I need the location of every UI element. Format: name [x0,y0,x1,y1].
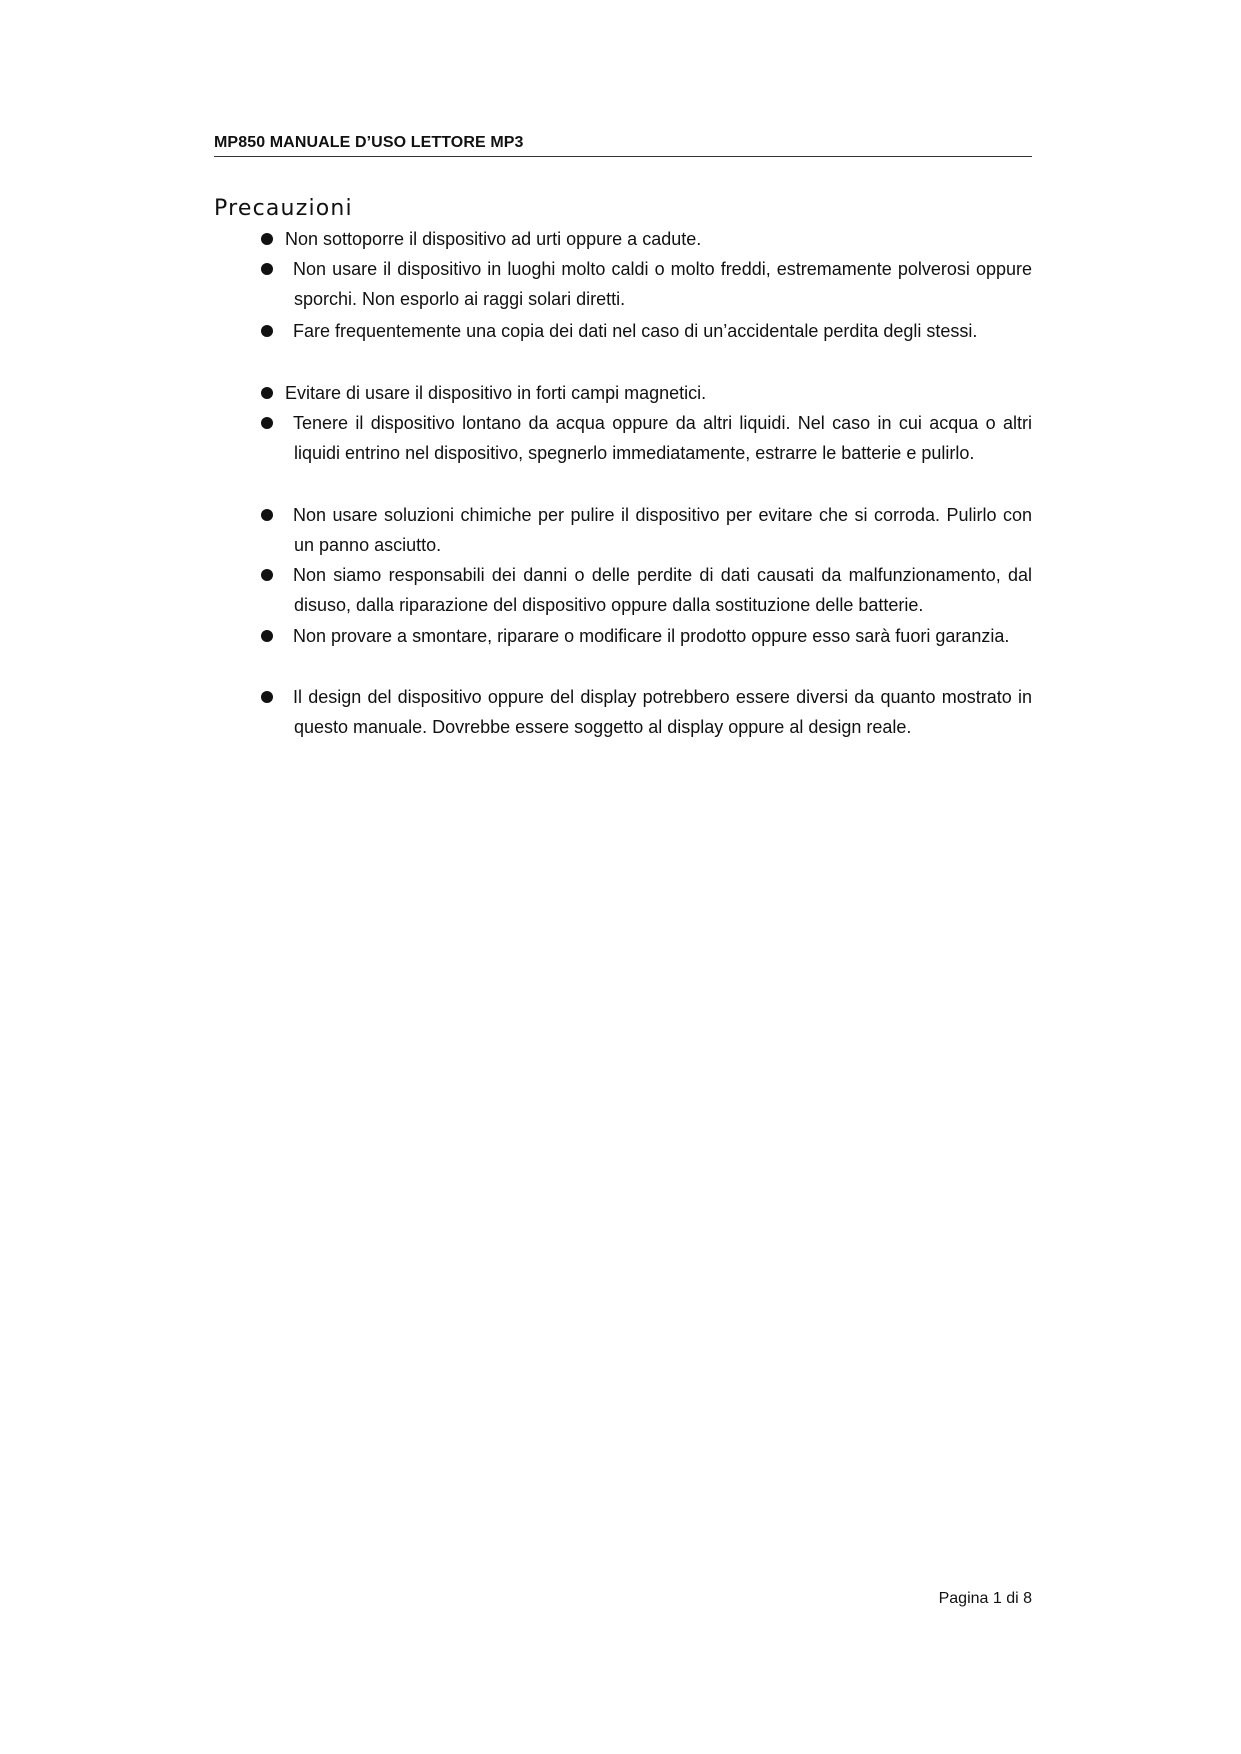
bullet-icon [261,263,273,275]
bullet-icon [261,233,273,245]
list-item-text: Il design del dispositivo oppure del display potrebbero essere diversi da quanto mostrato in questo manuale. Dovrebbe essere soggetto al display oppure al design reale. [293,687,1032,737]
list-item-text: Tenere il dispositivo lontano da acqua oppure da altri liquidi. Nel caso in cui acqua o altri liquidi entrino nel dispositivo, spegnerlo immediatamente, estrarre le batterie e pulirlo. [293,413,1032,463]
document-title: MP850 MANUALE D’USO LETTORE MP3 [214,134,524,151]
list-item-text: Non provare a smontare, riparare o modificare il prodotto oppure esso sarà fuori garanzia. [293,626,1010,646]
list-item-text: Non sottoporre il dispositivo ad urti oppure a cadute. [285,229,702,249]
bullet-icon [261,569,273,581]
list-item-text: Non siamo responsabili dei danni o delle perdite di dati causati da malfunzionamento, dal disuso, dalla riparazione del dispositivo oppure dalla sostituzione delle batterie. [293,565,1032,615]
bullet-icon [261,691,273,703]
bullet-icon [261,325,273,337]
page-number: Pagina 1 di 8 [938,1590,1032,1607]
list-item-text: Fare frequentemente una copia dei dati nel caso di un’accidentale perdita degli stessi. [293,321,978,341]
bullet-icon [261,630,273,642]
list-item-text: Non usare soluzioni chimiche per pulire il dispositivo per evitare che si corroda. Pulirlo con un panno asciutto. [293,505,1032,555]
list-item-text: Evitare di usare il dispositivo in forti campi magnetici. [285,383,707,403]
section-title: Precauzioni [214,196,353,221]
bullet-icon [261,417,273,429]
bullet-icon [261,509,273,521]
list-item-text: Non usare il dispositivo in luoghi molto caldi o molto freddi, estremamente polverosi oppure sporchi. Non esporlo ai raggi solari diretti. [293,259,1032,309]
bullet-icon [261,387,273,399]
